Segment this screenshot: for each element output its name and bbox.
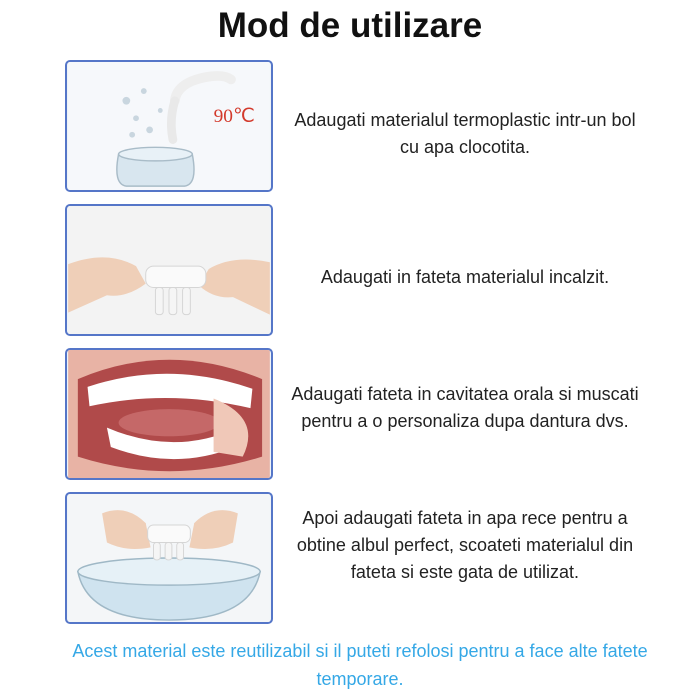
step-2-text: Adaugati in fateta materialul incalzit. bbox=[320, 267, 610, 287]
step-3-image bbox=[65, 348, 273, 480]
boiling-water-bowl-illustration bbox=[67, 62, 271, 190]
step-4-image bbox=[65, 492, 273, 624]
step-4-text: Apoi adaugati fateta in apa rece pentru a obtine albul perfect, scoateti materialul din fateta si este gata de utilizat. bbox=[296, 508, 634, 582]
reusable-note: Acest material este reutilizabil si il puteti refolosi pentru a face alte fatete temporare. bbox=[72, 641, 648, 689]
cold-water-bowl-illustration bbox=[67, 494, 271, 622]
hands-inserting-material-illustration bbox=[67, 206, 271, 334]
temperature-label: 90℃ bbox=[213, 106, 255, 128]
step-3-text: Adaugati fateta in cavitatea orala si muscati pentru a o personaliza dupa dantura dvs. bbox=[291, 384, 639, 431]
step-1-text: Adaugati materialul termoplastic intr-un bol cu apa clocotita. bbox=[294, 110, 636, 157]
page-title: Mod de utilizare bbox=[217, 6, 483, 45]
mouth-with-veneer-illustration bbox=[67, 350, 271, 478]
step-2-image bbox=[65, 204, 273, 336]
step-1-image bbox=[65, 60, 273, 192]
